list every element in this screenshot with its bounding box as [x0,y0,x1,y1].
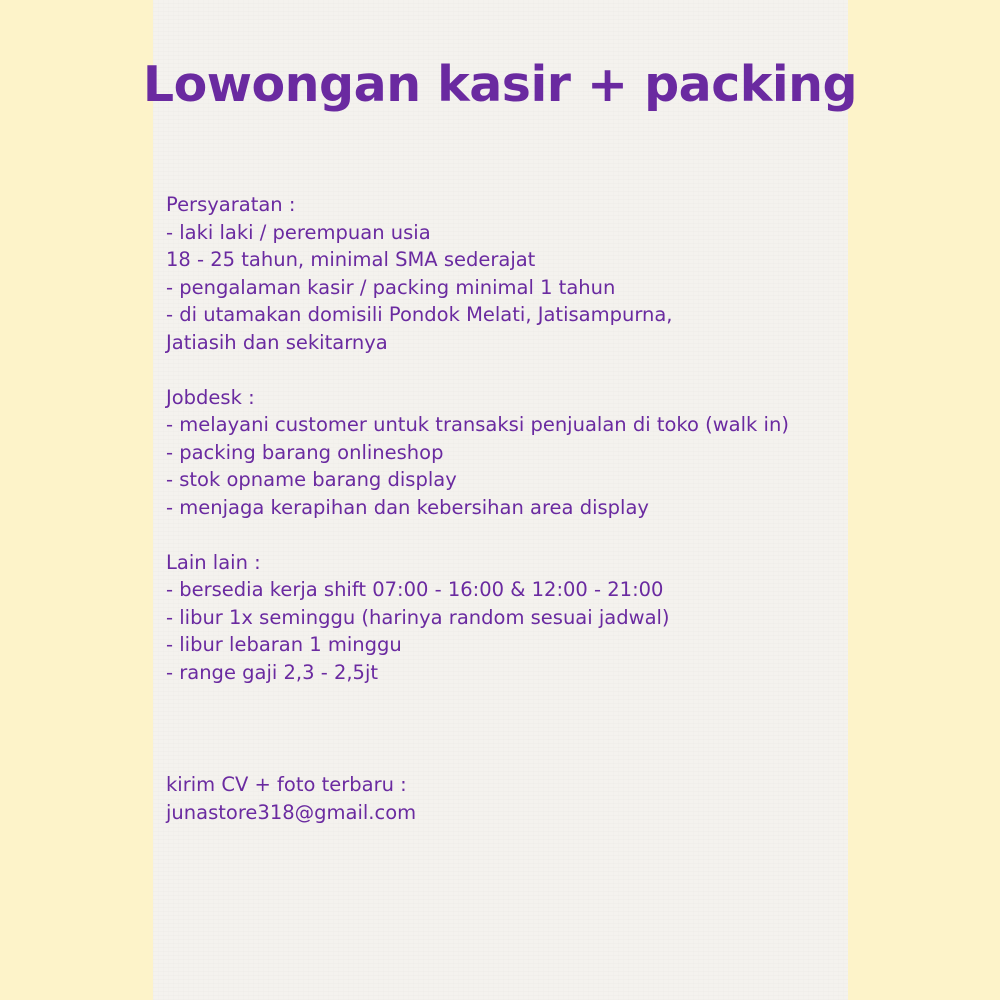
announcement-body [166,191,846,686]
requirement-line: - di utamakan domisili Pondok Melati, Jatisampurna, [166,303,673,326]
other-line: - range gaji 2,3 - 2,5jt [166,660,379,684]
jobdesk-section [166,384,846,522]
requirement-line: - pengalaman kasir / packing minimal 1 tahun [166,275,616,299]
requirement-line: 18 - 25 tahun, minimal SMA sederajat [166,248,536,271]
jobdesk-heading: Jobdesk : [166,385,255,409]
other-line: - libur 1x seminggu (harinya random sesuai jadwal) [166,605,670,629]
page-title: Lowongan kasir + packing [142,56,858,113]
other-line: - bersedia kerja shift 07:00 - 16:00 & 12:00 - 21:00 [166,578,664,601]
contact-section [166,771,416,826]
contact-email: junastore318@gmail.com [166,800,417,824]
requirement-line: Jatiasih dan sekitarnya [166,330,388,354]
jobdesk-line: - menjaga kerapihan dan kebersihan area display [166,495,649,519]
requirements-heading: Persyaratan : [166,193,296,216]
requirement-line: - laki laki / perempuan usia [166,220,431,244]
other-heading: Lain lain : [166,550,261,574]
requirements-section [166,191,846,356]
other-line: - libur lebaran 1 minggu [166,633,402,656]
contact-label: kirim CV + foto terbaru : [166,773,407,796]
jobdesk-line: - melayani customer untuk transaksi penjualan di toko (walk in) [166,413,789,436]
jobdesk-line: - stok opname barang display [166,468,457,491]
other-section [166,549,846,687]
jobdesk-line: - packing barang onlineshop [166,440,444,464]
